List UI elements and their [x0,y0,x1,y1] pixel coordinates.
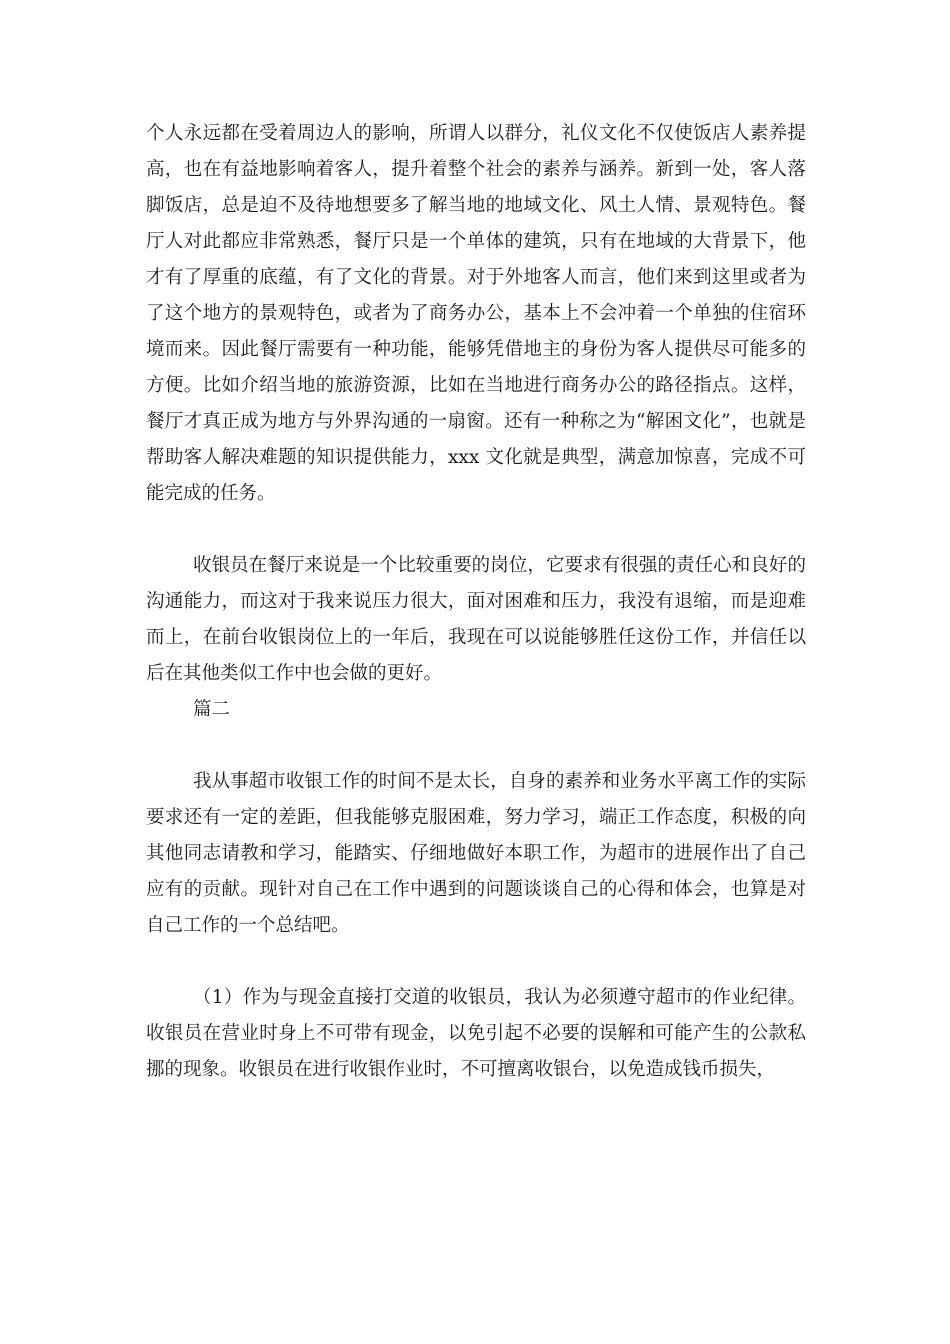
paragraph-point-1: （1）作为与现金直接打交道的收银员，我认为必须遵守超市的作业纪律。收银员在营业时身上不可带有现金，以免引起不必要的误解和可能产生的公款私挪的现象。收银员在进行收银作业时，不可擅离收银台，以免造成钱币损失， [146,987,806,1080]
paragraph-culture: 个人永远都在受着周边人的影响，所谓人以群分，礼仪文化不仅使饭店人素养提高，也在有益地影响着客人，提升着整个社会的素养与涵养。新到一处，客人落脚饭店，总是迫不及待地想要多了解当地的地域文化、风土人情、景观特色。餐厅人对此都应非常熟悉，餐厅只是一个单体的建筑，只有在地域的大背景下，他才有了厚重的底蕴，有了文化的背景。对于外地客人而言，他们来到这里或者为了这个地方的景观特色，或者为了商务办公，基本上不会冲着一个单独的住宿环境而来。因此餐厅需要有一种功能，能够凭借地主的身份为客人提供尽可能多的方便。比如介绍当地的旅游资源，比如在当地进行商务办公的路径指点。这样，餐厅才真正成为地方与外界沟通的一扇窗。还有一种称之为“解困文化”，也就是帮助客人解决难题的知识提供能力，xxx 文化就是典型，满意加惊喜，完成不可能完成的任务。 [146,123,806,504]
document-page [146,116,806,1088]
section-heading: 篇二 [193,699,231,720]
paragraph-supermarket-intro: 我从事超市收银工作的时间不是太长，自身的素养和业务水平离工作的实际要求还有一定的差距，但我能够克服困难，努力学习，端正工作态度，积极的向其他同志请教和学习，能踏实、仔细地做好本职工作，为超市的进展作出了自己应有的贡献。现针对自己在工作中遇到的问题谈谈自己的心得和体会，也算是对自己工作的一个总结吧。 [146,771,806,936]
paragraph-cashier-role: 收银员在餐厅来说是一个比较重要的岗位，它要求有很强的责任心和良好的沟通能力，而这对于我来说压力很大，面对困难和压力，我没有退缩，而是迎难而上，在前台收银岗位上的一年后，我现在可以说能够胜任这份工作，并信任以后在其他类似工作中也会做的更好。 [146,555,806,684]
